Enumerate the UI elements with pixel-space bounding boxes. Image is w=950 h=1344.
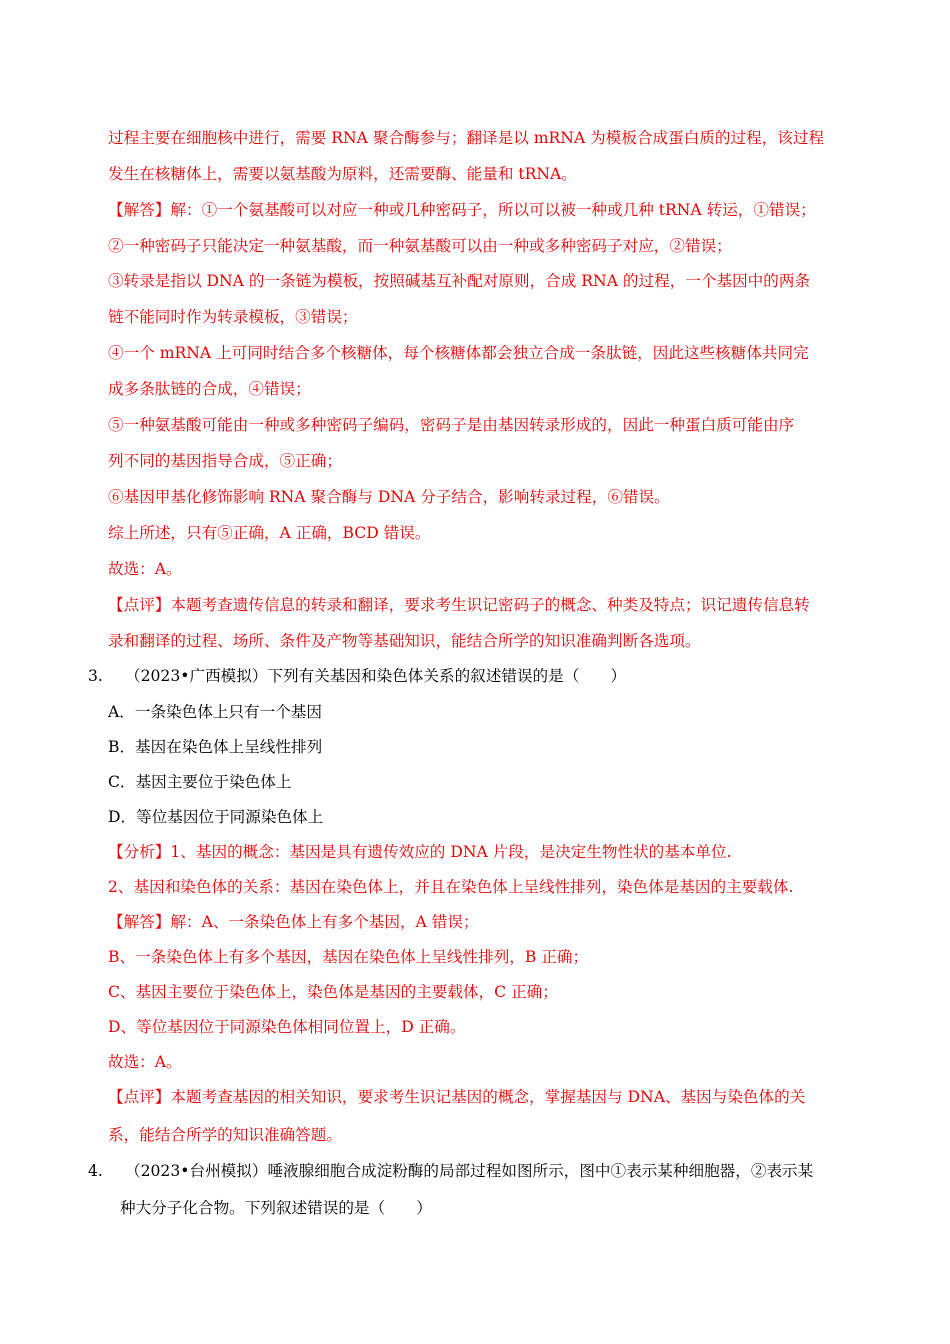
q3-option-d: D．等位基因位于同源染色体上 — [108, 808, 324, 826]
q2-analysis-line-2: 发生在核糖体上，需要以氨基酸为原料，还需要酶、能量和 tRNA。 — [108, 165, 577, 183]
q3-analysis-line-1: 【分析】1、基因的概念：基因是具有遗传效应的 DNA 片段，是决定生物性状的基本单位. — [108, 843, 732, 861]
q3-stem: （2023•广西模拟）下列有关基因和染色体关系的叙述错误的是（ ） — [125, 667, 627, 685]
q3-option-a: A．一条染色体上只有一个基因 — [108, 703, 322, 721]
q2-summary-line: 综上所述，只有⑤正确，A 正确，BCD 错误。 — [108, 524, 431, 542]
q2-answer-line-4: 链不能同时作为转录模板，③错误； — [108, 308, 358, 326]
q2-answer-line-7: ⑤一种氨基酸可能由一种或多种密码子编码，密码子是由基因转录形成的，因此一种蛋白质可能由序 — [108, 416, 795, 434]
q3-comment-line-1: 【点评】本题考查基因的相关知识，要求考生识记基因的概念，掌握基因与 DNA、基因与染色体的关 — [108, 1088, 806, 1106]
q2-answer-line-1: 【解答】解：①一个氨基酸可以对应一种或几种密码子，所以可以被一种或几种 tRNA 转运，①错误； — [108, 201, 816, 219]
q3-answer-line-1: 【解答】解：A、一条染色体上有多个基因，A 错误； — [108, 913, 479, 931]
q2-choice-line: 故选：A。 — [108, 560, 182, 578]
q2-comment-line-2: 录和翻译的过程、场所、条件及产物等基础知识，能结合所学的知识准确判断各选项。 — [108, 632, 701, 650]
q3-answer-line-2: B、一条染色体上有多个基因，基因在染色体上呈线性排列，B 正确； — [108, 948, 589, 966]
q3-comment-line-2: 系，能结合所学的知识准确答题。 — [108, 1126, 342, 1144]
q2-comment-line-1: 【点评】本题考查遗传信息的转录和翻译，要求考生识记密码子的概念、种类及特点；识记遗传信息转 — [108, 596, 810, 614]
q3-option-c: C．基因主要位于染色体上 — [108, 773, 292, 791]
q2-answer-line-6: 成多条肽链的合成，④错误； — [108, 380, 311, 398]
q2-answer-line-9: ⑥基因甲基化修饰影响 RNA 聚合酶与 DNA 分子结合，影响转录过程，⑥错误。 — [108, 488, 670, 506]
q4-stem-line-2: 种大分子化合物。下列叙述错误的是（ ） — [120, 1199, 432, 1217]
q3-option-b: B．基因在染色体上呈线性排列 — [108, 738, 323, 756]
q3-answer-line-4: D、等位基因位于同源染色体相同位置上，D 正确。 — [108, 1018, 466, 1036]
q2-answer-line-5: ④一个 mRNA 上可同时结合多个核糖体，每个核糖体都会独立合成一条肽链，因此这些核糖体共同完 — [108, 344, 809, 362]
q3-number: 3. — [88, 667, 103, 685]
q3-analysis-line-2: 2、基因和染色体的关系：基因在染色体上，并且在染色体上呈线性排列，染色体是基因的主要载体. — [108, 878, 794, 896]
q2-answer-line-2: ②一种密码子只能决定一种氨基酸，而一种氨基酸可以由一种或多种密码子对应，②错误； — [108, 237, 732, 255]
q3-answer-line-3: C、基因主要位于染色体上，染色体是基因的主要载体，C 正确； — [108, 983, 558, 1001]
q2-answer-line-3: ③转录是指以 DNA 的一条链为模板，按照碱基互补配对原则，合成 RNA 的过程，一个基因中的两条 — [108, 272, 811, 290]
q4-number: 4. — [88, 1162, 103, 1180]
q3-choice-line: 故选：A。 — [108, 1053, 182, 1071]
q2-answer-line-8: 列不同的基因指导合成，⑤正确； — [108, 452, 342, 470]
q2-analysis-line-1: 过程主要在细胞核中进行，需要 RNA 聚合酶参与；翻译是以 mRNA 为模板合成蛋白质的过程，该过程 — [108, 129, 825, 147]
q4-stem-line-1: （2023•台州模拟）唾液腺细胞合成淀粉酶的局部过程如图所示，图中①表示某种细胞器，②表示某 — [125, 1162, 814, 1180]
